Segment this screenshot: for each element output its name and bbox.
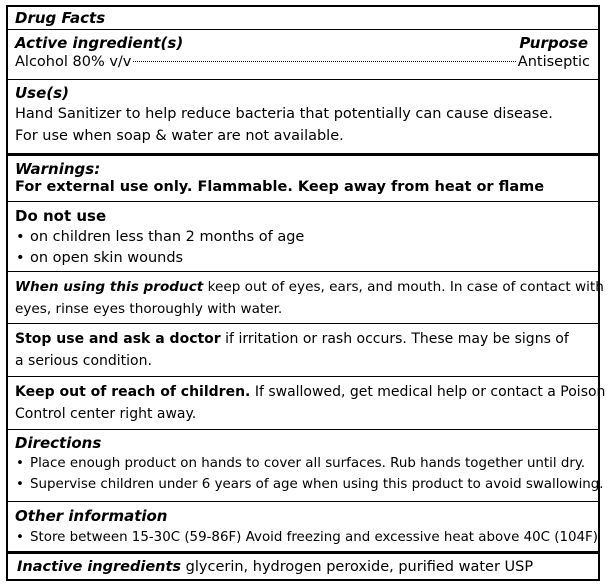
uses-line-1: Hand Sanitizer to help reduce bacteria that potentially can cause disease. bbox=[15, 106, 553, 122]
inactive-ingredients-heading: Inactive ingredients bbox=[17, 559, 182, 575]
list-item: • Store between 15-30C (59-86F) Avoid freezing and excessive heat above 40C (104F) bbox=[16, 530, 598, 545]
keep-out-section bbox=[8, 376, 606, 429]
directions-heading: Directions bbox=[15, 434, 102, 452]
warnings-text: For external use only. Flammable. Keep away from heat or flame bbox=[15, 179, 545, 195]
stop-use-heading: Stop use and ask a doctor bbox=[15, 331, 221, 347]
active-ingredient-name: Alcohol 80% v/v bbox=[15, 54, 132, 70]
do-not-use-heading: Do not use bbox=[15, 207, 107, 225]
uses-line-2: For use when soap & water are not available. bbox=[15, 128, 344, 144]
when-using-line-1: When using this product keep out of eyes, ears, and mouth. In case of contact with bbox=[15, 279, 604, 295]
directions-item-1: Place enough product on hands to cover all surfaces. Rub hands together until dry. bbox=[30, 456, 586, 471]
active-ingredient-purpose: Antiseptic bbox=[517, 54, 590, 70]
uses-heading: Use(s) bbox=[15, 84, 69, 102]
inactive-ingredients-line: Inactive ingredients glycerin, hydrogen peroxide, purified water USP bbox=[17, 559, 534, 575]
list-item: • Place enough product on hands to cover all surfaces. Rub hands together until dry. bbox=[16, 456, 586, 471]
do-not-use-section bbox=[8, 201, 598, 271]
active-ingredients-heading: Active ingredient(s) bbox=[15, 34, 184, 52]
title-section bbox=[8, 7, 598, 29]
stop-use-section bbox=[8, 323, 598, 376]
other-info-section bbox=[8, 501, 598, 551]
when-using-line-2: eyes, rinse eyes thoroughly with water. bbox=[15, 301, 283, 317]
purpose-heading: Purpose bbox=[519, 34, 588, 52]
list-item: • on open skin wounds bbox=[16, 250, 184, 266]
list-item: • on children less than 2 months of age bbox=[16, 229, 305, 245]
other-info-heading: Other information bbox=[15, 507, 168, 525]
do-not-use-item-2: on open skin wounds bbox=[30, 250, 184, 266]
uses-section bbox=[8, 79, 598, 153]
drug-facts-label bbox=[6, 5, 606, 581]
leader-dots bbox=[133, 61, 515, 62]
keep-out-line-2: Control center right away. bbox=[15, 406, 197, 422]
do-not-use-item-1: on children less than 2 months of age bbox=[30, 229, 305, 245]
list-item: • Supervise children under 6 years of age when using this product to avoid swallowing. bbox=[16, 477, 604, 492]
warnings-section bbox=[8, 153, 598, 201]
when-using-heading: When using this product bbox=[15, 279, 204, 295]
directions-item-2: Supervise children under 6 years of age when using this product to avoid swallowing. bbox=[30, 477, 604, 492]
directions-section bbox=[8, 429, 604, 501]
when-using-section bbox=[8, 271, 604, 323]
active-ingredient-row bbox=[15, 54, 590, 74]
stop-use-line-2: a serious condition. bbox=[15, 353, 152, 369]
page-title: Drug Facts bbox=[15, 9, 106, 27]
keep-out-heading: Keep out of reach of children. bbox=[15, 384, 251, 400]
keep-out-line-1: Keep out of reach of children. If swallowed, get medical help or contact a Poison bbox=[15, 384, 606, 400]
warnings-heading: Warnings: bbox=[15, 160, 101, 178]
other-info-item-1: Store between 15-30C (59-86F) Avoid freezing and excessive heat above 40C (104F) bbox=[30, 530, 598, 545]
active-ingredients-section bbox=[8, 29, 598, 74]
inactive-ingredients-section bbox=[8, 551, 598, 579]
stop-use-line-1: Stop use and ask a doctor if irritation or rash occurs. These may be signs of bbox=[15, 331, 569, 347]
